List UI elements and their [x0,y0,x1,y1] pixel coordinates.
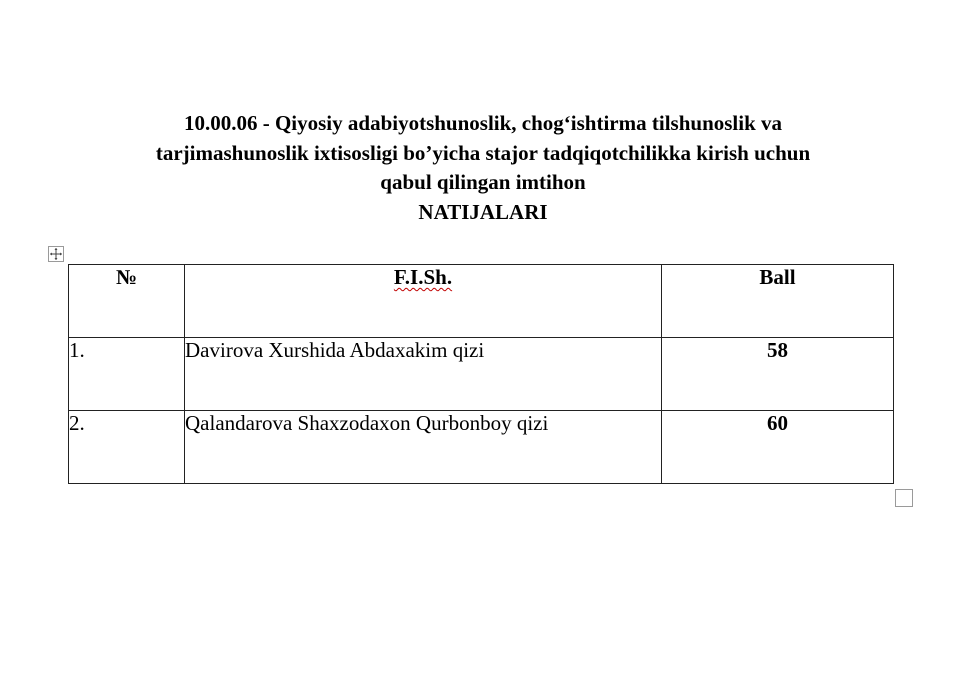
header-fish-label: F.I.Sh. [393,265,453,289]
row-name: Qalandarova Shaxzodaxon Qurbonboy qizi [185,411,662,484]
heading-line-2: tarjimashunoslik ixtisosligi bo’yicha stajor tadqiqotchilikka kirish uchun [155,140,811,165]
row-name: Davirova Xurshida Abdaxakim qizi [185,338,662,411]
header-fish [185,265,662,338]
table-row [69,338,894,411]
heading-line-1: 10.00.06 - Qiyosiy adabiyotshunoslik, chog‘ishtirma tilshunoslik va [183,111,783,135]
row-ball: 58 [662,338,894,411]
row-ball: 60 [662,411,894,484]
heading-line-3: qabul qilingan imtihon [380,170,586,194]
row-number: 2. [69,411,185,484]
table-row [69,411,894,484]
results-table [68,264,894,484]
row-number: 1. [69,338,185,411]
table-header-row [69,265,894,338]
header-number: № [69,265,185,338]
document-heading [40,109,926,227]
table-resize-handle[interactable] [895,489,913,507]
header-ball: Ball [662,265,894,338]
heading-line-4: NATIJALARI [418,199,548,224]
table-move-handle-icon[interactable] [48,246,64,262]
